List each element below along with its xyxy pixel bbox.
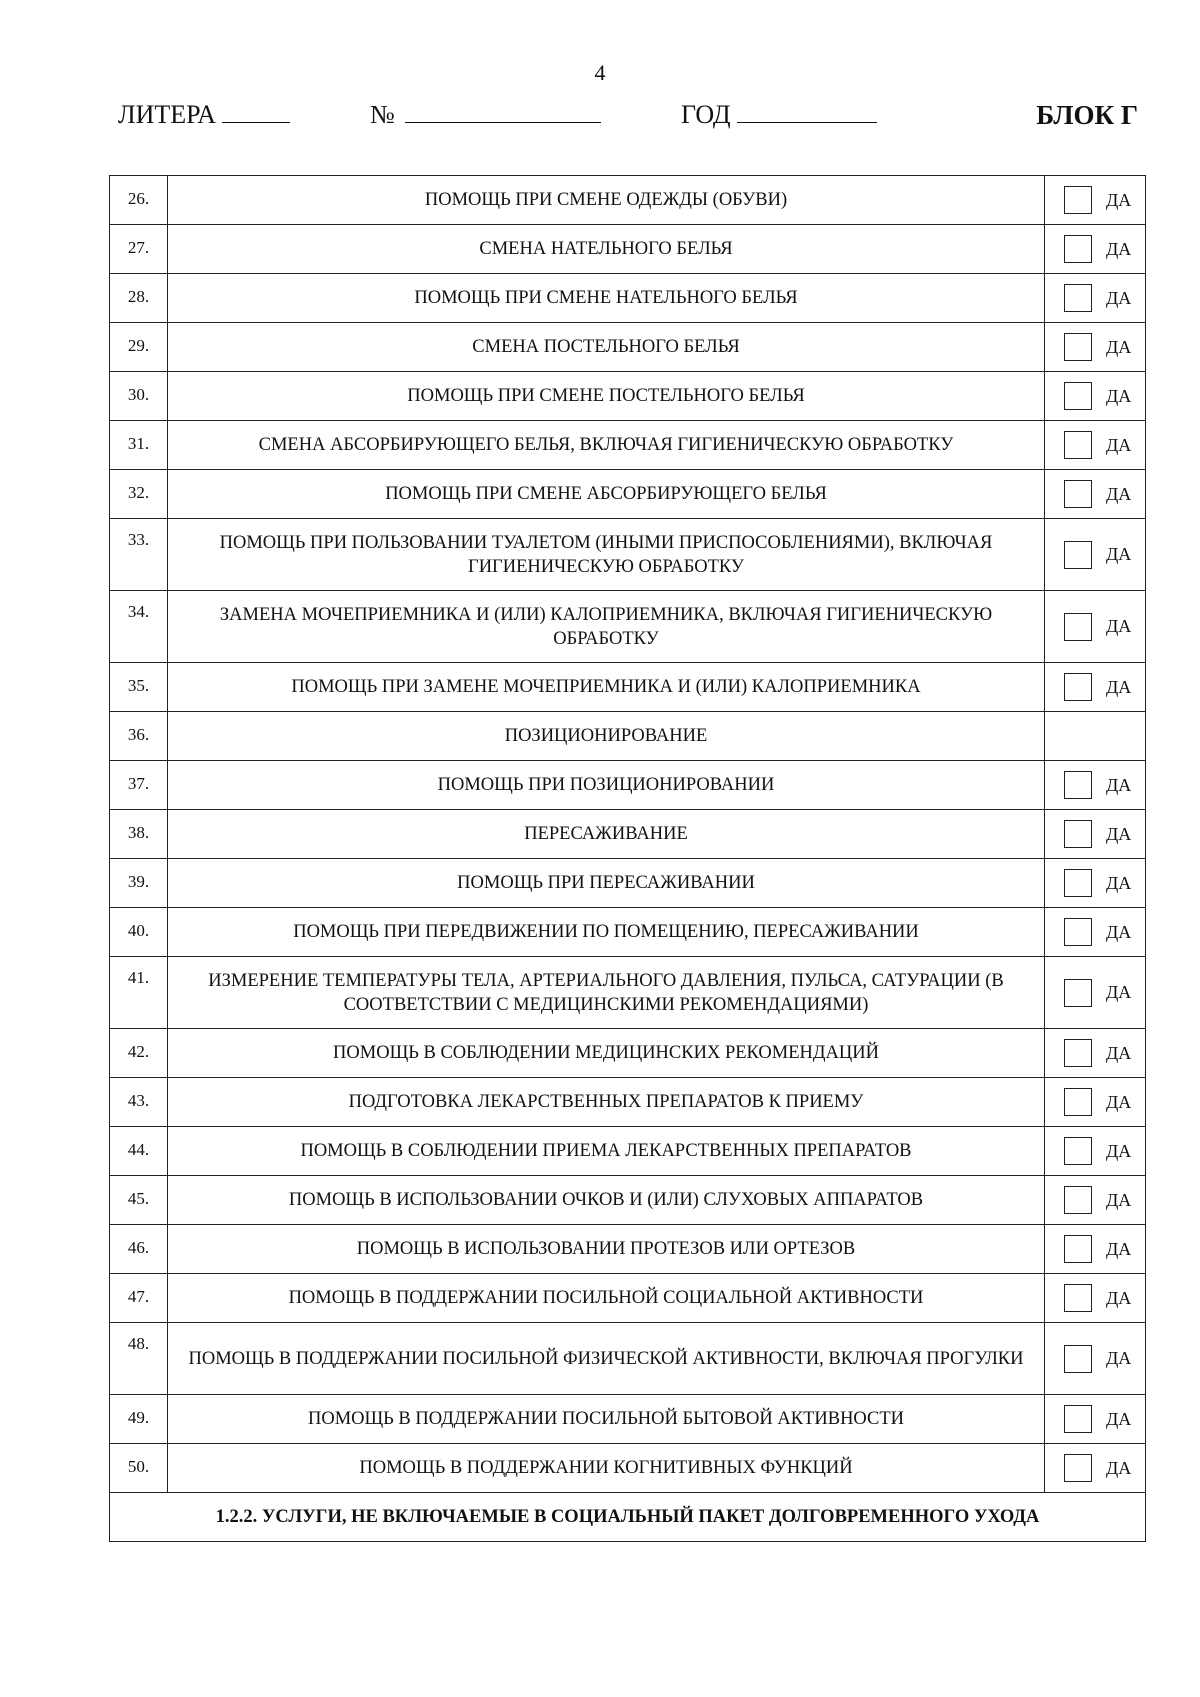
- yes-option: [1045, 771, 1145, 799]
- yes-label: ДА: [1106, 872, 1132, 893]
- table-row: [110, 1176, 1146, 1225]
- yes-label: ДА: [1106, 982, 1132, 1002]
- table-row: [110, 663, 1146, 712]
- answer-cell: [1045, 712, 1146, 761]
- service-description: ПОМОЩЬ ПРИ ЗАМЕНЕ МОЧЕПРИЕМНИКА И (ИЛИ) КАЛОПРИЕМНИКА: [168, 663, 1045, 712]
- answer-cell: [1045, 176, 1146, 225]
- table-row: [110, 810, 1146, 859]
- answer-cell: [1045, 761, 1146, 810]
- table-row: [110, 1444, 1146, 1493]
- block-label: БЛОК Г: [1036, 100, 1138, 130]
- table-row: [110, 1395, 1146, 1444]
- table-row: [110, 1127, 1146, 1176]
- answer-cell: [1045, 591, 1146, 663]
- service-description: СМЕНА АБСОРБИРУЮЩЕГО БЕЛЬЯ, ВКЛЮЧАЯ ГИГИЕНИЧЕСКУЮ ОБРАБОТКУ: [168, 421, 1045, 470]
- row-number: 27.: [110, 225, 168, 274]
- service-description: ПОМОЩЬ ПРИ ПЕРЕСАЖИВАНИИ: [168, 859, 1045, 908]
- yes-label: ДА: [1106, 238, 1132, 259]
- answer-cell: [1045, 470, 1146, 519]
- yes-option: [1045, 613, 1145, 641]
- answer-cell: [1045, 957, 1146, 1029]
- service-description: ПОМОЩЬ ПРИ ПЕРЕДВИЖЕНИИ ПО ПОМЕЩЕНИЮ, ПЕРЕСАЖИВАНИИ: [168, 908, 1045, 957]
- yes-label: ДА: [1106, 434, 1132, 455]
- service-description: ПОМОЩЬ ПРИ ПОЛЬЗОВАНИИ ТУАЛЕТОМ (ИНЫМИ ПРИСПОСОБЛЕНИЯМИ), ВКЛЮЧАЯ ГИГИЕНИЧЕСКУЮ ОБРАБОТКУ: [168, 519, 1045, 591]
- table-row: [110, 1274, 1146, 1323]
- yes-option: [1045, 1088, 1145, 1116]
- yes-checkbox[interactable]: [1064, 1454, 1092, 1482]
- yes-option: [1045, 431, 1145, 459]
- answer-cell: [1045, 1395, 1146, 1444]
- service-description: ПОМОЩЬ В ПОДДЕРЖАНИИ ПОСИЛЬНОЙ БЫТОВОЙ АКТИВНОСТИ: [168, 1395, 1045, 1444]
- answer-cell: [1045, 519, 1146, 591]
- row-number: 36.: [110, 712, 168, 761]
- answer-cell: [1045, 663, 1146, 712]
- yes-checkbox[interactable]: [1064, 820, 1092, 848]
- table-row: [110, 225, 1146, 274]
- litera-label: ЛИТЕРА: [118, 100, 217, 129]
- service-description: ПОДГОТОВКА ЛЕКАРСТВЕННЫХ ПРЕПАРАТОВ К ПРИЕМУ: [168, 1078, 1045, 1127]
- row-number: 47.: [110, 1274, 168, 1323]
- row-number: 49.: [110, 1395, 168, 1444]
- service-description: ПОМОЩЬ В СОБЛЮДЕНИИ МЕДИЦИНСКИХ РЕКОМЕНДАЦИЙ: [168, 1029, 1045, 1078]
- yes-label: ДА: [1106, 1287, 1132, 1308]
- yes-label: ДА: [1106, 921, 1132, 942]
- service-description: ПОМОЩЬ В ИСПОЛЬЗОВАНИИ ПРОТЕЗОВ ИЛИ ОРТЕЗОВ: [168, 1225, 1045, 1274]
- table-row: [110, 1225, 1146, 1274]
- row-number: 34.: [110, 591, 168, 663]
- answer-cell: [1045, 908, 1146, 957]
- row-number: 26.: [110, 176, 168, 225]
- yes-checkbox[interactable]: [1064, 771, 1092, 799]
- yes-option: [1045, 1454, 1145, 1482]
- litera-field: [118, 100, 290, 130]
- section-heading: 1.2.2. УСЛУГИ, НЕ ВКЛЮЧАЕМЫЕ В СОЦИАЛЬНЫЙ ПАКЕТ ДОЛГОВРЕМЕННОГО УХОДА: [110, 1493, 1146, 1542]
- yes-label: ДА: [1106, 823, 1132, 844]
- answer-cell: [1045, 1127, 1146, 1176]
- row-number: 45.: [110, 1176, 168, 1225]
- yes-option: [1045, 333, 1145, 361]
- service-description: ПОМОЩЬ ПРИ СМЕНЕ ПОСТЕЛЬНОГО БЕЛЬЯ: [168, 372, 1045, 421]
- number-blank-line[interactable]: [405, 100, 601, 123]
- yes-option: [1045, 1345, 1145, 1373]
- service-description: ПОМОЩЬ В ИСПОЛЬЗОВАНИИ ОЧКОВ И (ИЛИ) СЛУХОВЫХ АППАРАТОВ: [168, 1176, 1045, 1225]
- answer-cell: [1045, 1274, 1146, 1323]
- table-row: [110, 323, 1146, 372]
- yes-label: ДА: [1106, 1348, 1132, 1368]
- yes-checkbox[interactable]: [1064, 979, 1092, 1007]
- row-number: 38.: [110, 810, 168, 859]
- yes-option: [1045, 1284, 1145, 1312]
- yes-label: ДА: [1106, 774, 1132, 795]
- year-field: [681, 100, 877, 130]
- answer-cell: [1045, 1323, 1146, 1395]
- yes-checkbox[interactable]: [1064, 1405, 1092, 1433]
- yes-checkbox[interactable]: [1064, 480, 1092, 508]
- yes-label: ДА: [1106, 1457, 1132, 1478]
- yes-label: ДА: [1106, 676, 1132, 697]
- row-number: 37.: [110, 761, 168, 810]
- yes-label: ДА: [1106, 1408, 1132, 1429]
- yes-option: [1045, 235, 1145, 263]
- yes-option: [1045, 869, 1145, 897]
- yes-option: [1045, 673, 1145, 701]
- page-number: 4: [594, 60, 606, 85]
- services-table: [109, 175, 1146, 1542]
- row-number: 50.: [110, 1444, 168, 1493]
- yes-label: ДА: [1106, 385, 1132, 406]
- row-number: 31.: [110, 421, 168, 470]
- service-description: ЗАМЕНА МОЧЕПРИЕМНИКА И (ИЛИ) КАЛОПРИЕМНИКА, ВКЛЮЧАЯ ГИГИЕНИЧЕСКУЮ ОБРАБОТКУ: [168, 591, 1045, 663]
- service-description: ПОМОЩЬ ПРИ СМЕНЕ ОДЕЖДЫ (ОБУВИ): [168, 176, 1045, 225]
- row-number: 29.: [110, 323, 168, 372]
- yes-checkbox[interactable]: [1064, 1137, 1092, 1165]
- service-description: ИЗМЕРЕНИЕ ТЕМПЕРАТУРЫ ТЕЛА, АРТЕРИАЛЬНОГО ДАВЛЕНИЯ, ПУЛЬСА, САТУРАЦИИ (В СООТВЕТСТВИИ С МЕДИЦИНСКИМИ РЕКОМЕНДАЦИЯМИ): [168, 957, 1045, 1029]
- yes-checkbox[interactable]: [1064, 1088, 1092, 1116]
- service-description: СМЕНА ПОСТЕЛЬНОГО БЕЛЬЯ: [168, 323, 1045, 372]
- yes-checkbox[interactable]: [1064, 235, 1092, 263]
- row-number: 32.: [110, 470, 168, 519]
- table-row: [110, 591, 1146, 663]
- litera-blank-line[interactable]: [222, 100, 290, 123]
- answer-cell: [1045, 1444, 1146, 1493]
- row-number: 46.: [110, 1225, 168, 1274]
- yes-label: ДА: [1106, 1091, 1132, 1112]
- yes-option: [1045, 480, 1145, 508]
- row-number: 43.: [110, 1078, 168, 1127]
- yes-option: [1045, 382, 1145, 410]
- table-row: [110, 1323, 1146, 1395]
- yes-checkbox[interactable]: [1064, 1235, 1092, 1263]
- yes-option: [1045, 820, 1145, 848]
- yes-checkbox[interactable]: [1064, 333, 1092, 361]
- yes-checkbox[interactable]: [1064, 541, 1092, 569]
- yes-label: ДА: [1106, 1238, 1132, 1259]
- row-number: 30.: [110, 372, 168, 421]
- service-description: ПОМОЩЬ В ПОДДЕРЖАНИИ КОГНИТИВНЫХ ФУНКЦИЙ: [168, 1444, 1045, 1493]
- yes-label: ДА: [1106, 1189, 1132, 1210]
- table-row: [110, 712, 1146, 761]
- service-description: ПОМОЩЬ В ПОДДЕРЖАНИИ ПОСИЛЬНОЙ ФИЗИЧЕСКОЙ АКТИВНОСТИ, ВКЛЮЧАЯ ПРОГУЛКИ: [168, 1323, 1045, 1395]
- row-number: 35.: [110, 663, 168, 712]
- table-row: [110, 274, 1146, 323]
- yes-label: ДА: [1106, 189, 1132, 210]
- yes-label: ДА: [1106, 544, 1132, 564]
- yes-checkbox[interactable]: [1064, 431, 1092, 459]
- answer-cell: [1045, 323, 1146, 372]
- service-description: ПОМОЩЬ В ПОДДЕРЖАНИИ ПОСИЛЬНОЙ СОЦИАЛЬНОЙ АКТИВНОСТИ: [168, 1274, 1045, 1323]
- table-row: [110, 421, 1146, 470]
- row-number: 39.: [110, 859, 168, 908]
- yes-label: ДА: [1106, 336, 1132, 357]
- yes-checkbox[interactable]: [1064, 186, 1092, 214]
- answer-cell: [1045, 1225, 1146, 1274]
- yes-checkbox[interactable]: [1064, 284, 1092, 312]
- yes-checkbox[interactable]: [1064, 613, 1092, 641]
- yes-checkbox[interactable]: [1064, 1186, 1092, 1214]
- row-number: 28.: [110, 274, 168, 323]
- answer-cell: [1045, 1176, 1146, 1225]
- answer-cell: [1045, 1078, 1146, 1127]
- service-description: ПОМОЩЬ В СОБЛЮДЕНИИ ПРИЕМА ЛЕКАРСТВЕННЫХ ПРЕПАРАТОВ: [168, 1127, 1045, 1176]
- table-row: [110, 859, 1146, 908]
- table-row: [110, 1078, 1146, 1127]
- table-row: [110, 1029, 1146, 1078]
- row-number: 33.: [110, 519, 168, 591]
- yes-checkbox[interactable]: [1064, 869, 1092, 897]
- number-field: [370, 100, 601, 130]
- yes-option: [1045, 1137, 1145, 1165]
- yes-label: ДА: [1106, 287, 1132, 308]
- answer-cell: [1045, 225, 1146, 274]
- service-description: ПОЗИЦИОНИРОВАНИЕ: [168, 712, 1045, 761]
- yes-option: [1045, 918, 1145, 946]
- row-number: 48.: [110, 1323, 168, 1395]
- answer-cell: [1045, 372, 1146, 421]
- answer-cell: [1045, 274, 1146, 323]
- answer-cell: [1045, 1029, 1146, 1078]
- table-row: [110, 761, 1146, 810]
- yes-option: [1045, 541, 1145, 569]
- yes-option: [1045, 1405, 1145, 1433]
- form-header: [118, 100, 1138, 136]
- yes-label: ДА: [1106, 1042, 1132, 1063]
- table-row: [110, 372, 1146, 421]
- yes-label: ДА: [1106, 483, 1132, 504]
- yes-checkbox[interactable]: [1064, 1284, 1092, 1312]
- answer-cell: [1045, 810, 1146, 859]
- service-description: ПЕРЕСАЖИВАНИЕ: [168, 810, 1045, 859]
- year-label: ГОД: [681, 100, 731, 129]
- yes-option: [1045, 284, 1145, 312]
- yes-checkbox[interactable]: [1064, 1039, 1092, 1067]
- service-description: СМЕНА НАТЕЛЬНОГО БЕЛЬЯ: [168, 225, 1045, 274]
- row-number: 44.: [110, 1127, 168, 1176]
- number-label: №: [370, 100, 395, 129]
- answer-cell: [1045, 859, 1146, 908]
- row-number: 42.: [110, 1029, 168, 1078]
- service-description: ПОМОЩЬ ПРИ ПОЗИЦИОНИРОВАНИИ: [168, 761, 1045, 810]
- yes-option: [1045, 979, 1145, 1007]
- yes-option: [1045, 1186, 1145, 1214]
- yes-option: [1045, 186, 1145, 214]
- table-row: [110, 176, 1146, 225]
- table-row: [110, 519, 1146, 591]
- yes-checkbox[interactable]: [1064, 1345, 1092, 1373]
- table-row: [110, 957, 1146, 1029]
- service-description: ПОМОЩЬ ПРИ СМЕНЕ АБСОРБИРУЮЩЕГО БЕЛЬЯ: [168, 470, 1045, 519]
- yes-label: ДА: [1106, 616, 1132, 636]
- row-number: 40.: [110, 908, 168, 957]
- table-row: [110, 908, 1146, 957]
- service-description: ПОМОЩЬ ПРИ СМЕНЕ НАТЕЛЬНОГО БЕЛЬЯ: [168, 274, 1045, 323]
- yes-label: ДА: [1106, 1140, 1132, 1161]
- yes-checkbox[interactable]: [1064, 382, 1092, 410]
- year-blank-line[interactable]: [737, 100, 877, 123]
- yes-option: [1045, 1235, 1145, 1263]
- yes-checkbox[interactable]: [1064, 673, 1092, 701]
- row-number: 41.: [110, 957, 168, 1029]
- yes-checkbox[interactable]: [1064, 918, 1092, 946]
- answer-cell: [1045, 421, 1146, 470]
- yes-option: [1045, 1039, 1145, 1067]
- table-row: [110, 470, 1146, 519]
